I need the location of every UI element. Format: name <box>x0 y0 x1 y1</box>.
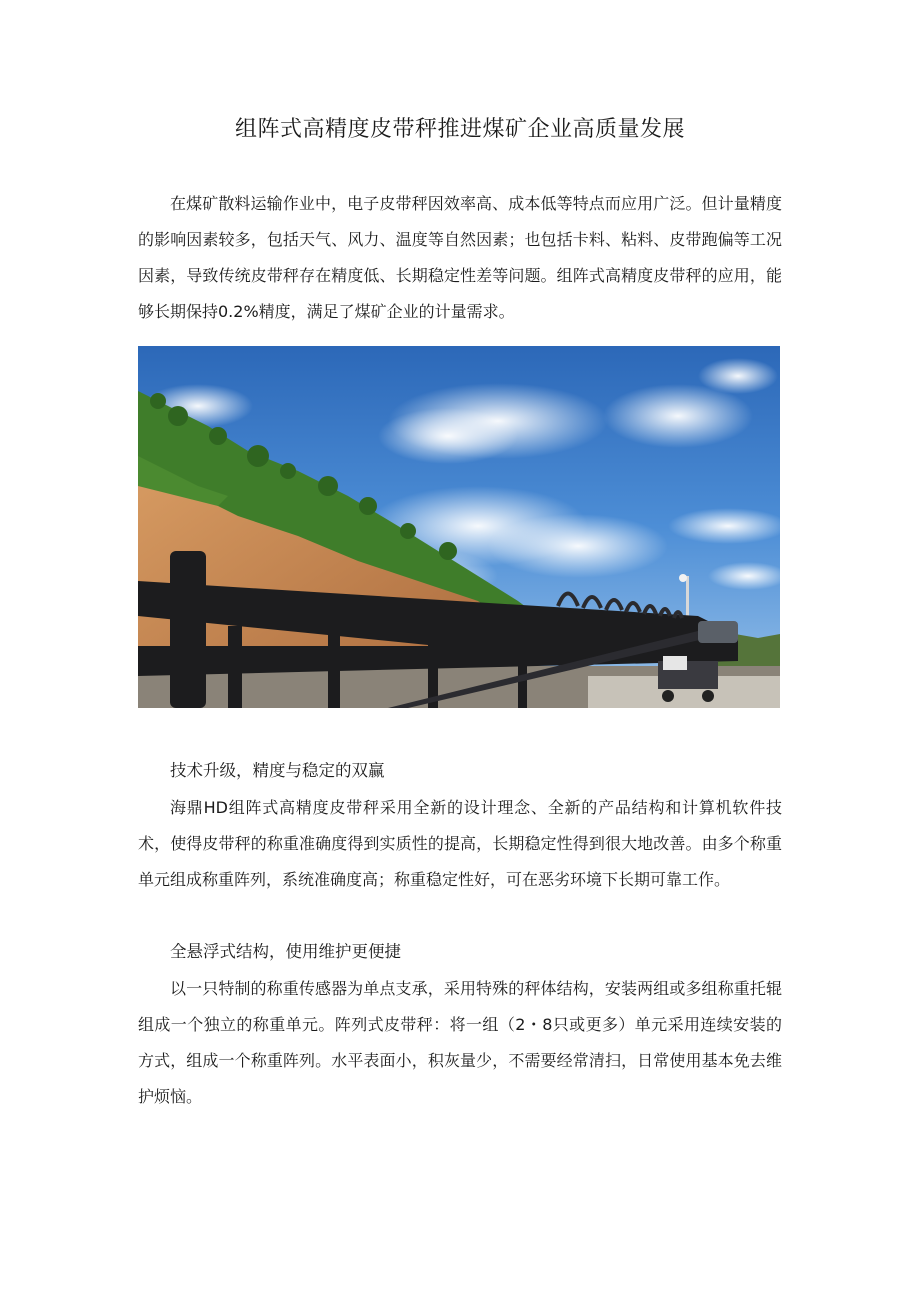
section2-heading: 全悬浮式结构，使用维护更便捷 <box>170 942 401 961</box>
section1-heading: 技术升级，精度与稳定的双赢 <box>170 761 385 780</box>
section1-paragraph: 海鼎HD组阵式高精度皮带秤采用全新的设计理念、全新的产品结构和计算机软件技术，使得皮带秤的称重准确度得到实质性的提高，长期稳定性得到很大地改善。由多个称重单元组成称重阵列，系统准确度高；称重稳定性好，可在恶劣环境下长期可靠工作。 <box>138 798 782 889</box>
conveyor-belt-photo <box>138 346 780 708</box>
intro-paragraph: 在煤矿散料运输作业中，电子皮带秤因效率高、成本低等特点而应用广泛。但计量精度的影响因素较多，包括天气、风力、温度等自然因素；也包括卡料、粘料、皮带跑偏等工况因素，导致传统皮带秤存在精度低、长期稳定性差等问题。组阵式高精度皮带秤的应用，能够长期保持0.2%精度，满足了煤矿企业的计量需求。 <box>138 194 782 321</box>
document-title: 组阵式高精度皮带秤推进煤矿企业高质量发展 <box>234 117 685 142</box>
section2-paragraph: 以一只特制的称重传感器为单点支承，采用特殊的秤体结构，安装两组或多组称重托辊组成一个独立的称重单元。阵列式皮带秤：将一组（2・8只或更多）单元采用连续安装的方式，组成一个称重阵列。水平表面小，积灰量少，不需要经常清扫，日常使用基本免去维护烦恼。 <box>138 979 782 1106</box>
